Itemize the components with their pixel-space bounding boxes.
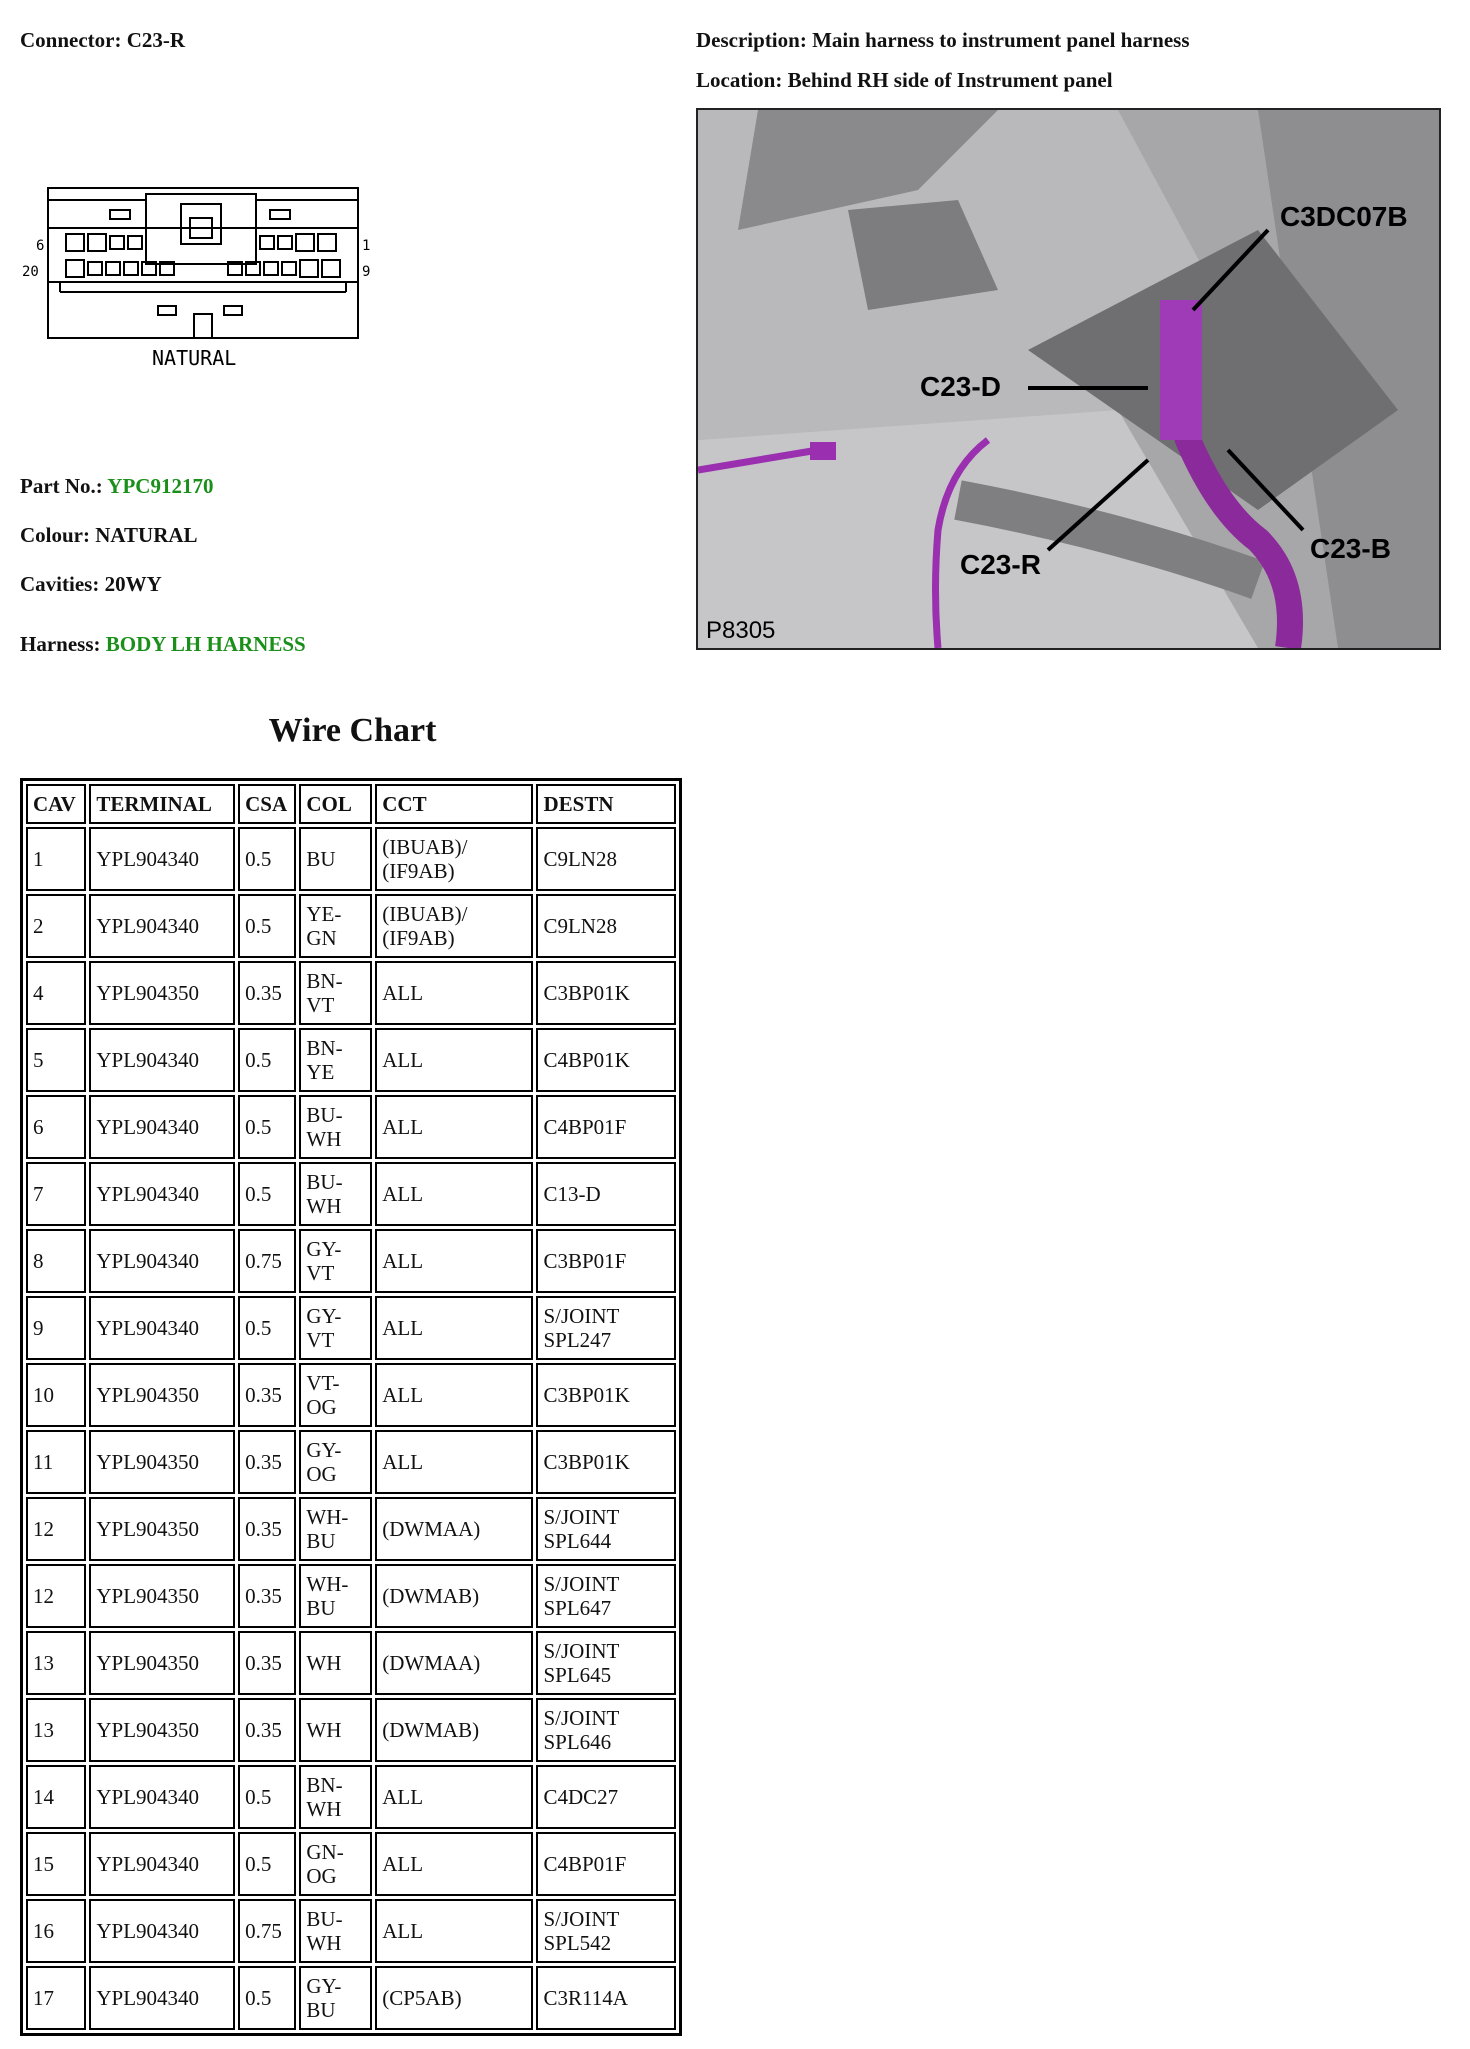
colour: [20, 523, 198, 548]
cell-destn: S/JOINT SPL644: [536, 1497, 676, 1561]
table-row: [26, 1899, 676, 1963]
pin-label-20: 20: [22, 264, 39, 280]
cell-cav: 12: [26, 1497, 86, 1561]
part-no: [20, 474, 213, 499]
cell-csa: 0.75: [238, 1229, 296, 1293]
callout-c3dc07b: C3DC07B: [1280, 201, 1408, 232]
cell-col: BN-YE: [299, 1028, 372, 1092]
cell-col: VT-OG: [299, 1363, 372, 1427]
cell-destn: S/JOINT SPL645: [536, 1631, 676, 1695]
cell-destn: C3BP01F: [536, 1229, 676, 1293]
cell-col: BU-WH: [299, 1095, 372, 1159]
cell-cav: 2: [26, 894, 86, 958]
cell-destn: C4BP01F: [536, 1095, 676, 1159]
location: [696, 68, 1113, 93]
cell-terminal: YPL904340: [89, 1028, 235, 1092]
cell-terminal: YPL904340: [89, 1765, 235, 1829]
table-row: [26, 827, 676, 891]
cell-cav: 17: [26, 1966, 86, 2030]
cell-terminal: YPL904340: [89, 827, 235, 891]
cell-cct: ALL: [375, 1832, 533, 1896]
cell-csa: 0.5: [238, 827, 296, 891]
cell-cct: ALL: [375, 1162, 533, 1226]
table-row: [26, 1966, 676, 2030]
harness: [20, 632, 306, 657]
cell-csa: 0.5: [238, 894, 296, 958]
table-row: [26, 1765, 676, 1829]
pinout-caption: NATURAL: [152, 346, 237, 370]
cell-terminal: YPL904350: [89, 1497, 235, 1561]
table-row: [26, 1497, 676, 1561]
cell-destn: C4BP01K: [536, 1028, 676, 1092]
cell-terminal: YPL904350: [89, 1564, 235, 1628]
column-header-cct: CCT: [375, 784, 533, 824]
cell-cct: ALL: [375, 1095, 533, 1159]
cell-col: GN-OG: [299, 1832, 372, 1896]
table-row: [26, 1296, 676, 1360]
connector-label: Connector:: [20, 28, 122, 52]
cell-destn: S/JOINT SPL542: [536, 1899, 676, 1963]
table-row: [26, 1095, 676, 1159]
table-row: [26, 894, 676, 958]
cell-col: BU-WH: [299, 1162, 372, 1226]
cell-terminal: YPL904350: [89, 1430, 235, 1494]
cell-cav: 1: [26, 827, 86, 891]
part-no-link[interactable]: YPC912170: [107, 474, 214, 498]
cell-csa: 0.75: [238, 1899, 296, 1963]
cell-terminal: YPL904350: [89, 1363, 235, 1427]
cell-cct: ALL: [375, 1765, 533, 1829]
column-header-csa: CSA: [238, 784, 296, 824]
cell-cct: (IBUAB)/ (IF9AB): [375, 894, 533, 958]
table-row: [26, 1631, 676, 1695]
cell-terminal: YPL904340: [89, 1899, 235, 1963]
harness-label: Harness:: [20, 632, 101, 656]
cell-csa: 0.5: [238, 1095, 296, 1159]
cell-col: WH: [299, 1698, 372, 1762]
cell-cav: 13: [26, 1698, 86, 1762]
column-header-cav: CAV: [26, 784, 86, 824]
description-label: Description:: [696, 28, 807, 52]
cell-csa: 0.35: [238, 961, 296, 1025]
connector-value: C23-R: [126, 28, 186, 52]
cavities-value: 20WY: [104, 572, 162, 596]
cell-csa: 0.35: [238, 1631, 296, 1695]
cell-col: GY-VT: [299, 1296, 372, 1360]
cell-csa: 0.35: [238, 1564, 296, 1628]
location-photo: [696, 108, 1441, 650]
cell-col: GY-BU: [299, 1966, 372, 2030]
cell-col: GY-OG: [299, 1430, 372, 1494]
cell-destn: S/JOINT SPL647: [536, 1564, 676, 1628]
wire-chart-table: [20, 778, 682, 2036]
cell-terminal: YPL904350: [89, 1631, 235, 1695]
callout-c23-r: C23-R: [960, 549, 1041, 580]
cell-cct: ALL: [375, 1028, 533, 1092]
cell-cav: 10: [26, 1363, 86, 1427]
cell-csa: 0.5: [238, 1296, 296, 1360]
cell-cav: 14: [26, 1765, 86, 1829]
connector-title: [20, 28, 185, 53]
cell-col: BN-VT: [299, 961, 372, 1025]
cell-cav: 16: [26, 1899, 86, 1963]
table-row: [26, 1832, 676, 1896]
column-header-destn: DESTN: [536, 784, 676, 824]
cell-destn: C3BP01K: [536, 1430, 676, 1494]
cell-cav: 15: [26, 1832, 86, 1896]
cell-cct: (DWMAB): [375, 1564, 533, 1628]
callout-c23-b: C23-B: [1310, 533, 1391, 564]
pin-label-1: 1: [362, 238, 371, 254]
location-label: Location:: [696, 68, 783, 92]
cell-csa: 0.5: [238, 1028, 296, 1092]
description: [696, 28, 1190, 53]
table-row: [26, 961, 676, 1025]
column-header-terminal: TERMINAL: [89, 784, 235, 824]
cell-cct: (DWMAA): [375, 1631, 533, 1695]
cell-col: BU: [299, 827, 372, 891]
cell-terminal: YPL904350: [89, 1698, 235, 1762]
connector-pinout-diagram: [16, 180, 376, 380]
location-value: Behind RH side of Instrument panel: [787, 68, 1113, 92]
cell-terminal: YPL904340: [89, 1162, 235, 1226]
cell-destn: C4DC27: [536, 1765, 676, 1829]
cell-col: BN-WH: [299, 1765, 372, 1829]
cell-cav: 6: [26, 1095, 86, 1159]
wire-chart-header: [26, 784, 676, 824]
cell-col: WH: [299, 1631, 372, 1695]
cell-terminal: YPL904340: [89, 894, 235, 958]
table-row: [26, 1229, 676, 1293]
description-value: Main harness to instrument panel harness: [812, 28, 1190, 52]
column-header-col: COL: [299, 784, 372, 824]
cell-cct: ALL: [375, 961, 533, 1025]
cell-cav: 4: [26, 961, 86, 1025]
cell-terminal: YPL904340: [89, 1229, 235, 1293]
cell-terminal: YPL904340: [89, 1966, 235, 2030]
cell-destn: C3BP01K: [536, 1363, 676, 1427]
cell-csa: 0.35: [238, 1698, 296, 1762]
table-row: [26, 1162, 676, 1226]
cell-csa: 0.35: [238, 1363, 296, 1427]
cell-cav: 13: [26, 1631, 86, 1695]
cell-cct: ALL: [375, 1899, 533, 1963]
cell-csa: 0.35: [238, 1497, 296, 1561]
cell-cct: (IBUAB)/ (IF9AB): [375, 827, 533, 891]
cell-csa: 0.5: [238, 1966, 296, 2030]
cell-csa: 0.5: [238, 1832, 296, 1896]
table-row: [26, 1430, 676, 1494]
cell-cav: 9: [26, 1296, 86, 1360]
cell-cct: ALL: [375, 1430, 533, 1494]
cavities-label: Cavities:: [20, 572, 100, 596]
cell-cct: ALL: [375, 1229, 533, 1293]
cell-destn: C4BP01F: [536, 1832, 676, 1896]
cell-destn: C13-D: [536, 1162, 676, 1226]
cell-terminal: YPL904340: [89, 1832, 235, 1896]
cell-destn: S/JOINT SPL247: [536, 1296, 676, 1360]
cell-col: WH-BU: [299, 1564, 372, 1628]
cavities: [20, 572, 162, 597]
table-row: [26, 1028, 676, 1092]
wire-chart-title: Wire Chart: [268, 712, 437, 749]
cell-cav: 12: [26, 1564, 86, 1628]
cell-cct: (DWMAA): [375, 1497, 533, 1561]
part-no-label: Part No.:: [20, 474, 103, 498]
cell-destn: S/JOINT SPL646: [536, 1698, 676, 1762]
cell-destn: C3BP01K: [536, 961, 676, 1025]
photo-ref: P8305: [706, 617, 776, 644]
table-row: [26, 1363, 676, 1427]
cell-cct: ALL: [375, 1363, 533, 1427]
cell-csa: 0.35: [238, 1430, 296, 1494]
cell-csa: 0.5: [238, 1765, 296, 1829]
cell-terminal: YPL904340: [89, 1095, 235, 1159]
pin-label-9: 9: [362, 264, 371, 280]
colour-label: Colour:: [20, 523, 90, 547]
cell-cav: 11: [26, 1430, 86, 1494]
cell-cct: ALL: [375, 1296, 533, 1360]
cell-cav: 8: [26, 1229, 86, 1293]
cell-col: YE-GN: [299, 894, 372, 958]
cell-destn: C9LN28: [536, 894, 676, 958]
table-row: [26, 1564, 676, 1628]
cell-terminal: YPL904350: [89, 961, 235, 1025]
cell-cct: (CP5AB): [375, 1966, 533, 2030]
cell-col: GY-VT: [299, 1229, 372, 1293]
cell-terminal: YPL904340: [89, 1296, 235, 1360]
cell-destn: C9LN28: [536, 827, 676, 891]
pin-label-6: 6: [36, 238, 45, 254]
cell-cav: 7: [26, 1162, 86, 1226]
table-row: [26, 1698, 676, 1762]
callout-c23-d: C23-D: [920, 371, 1001, 402]
harness-link[interactable]: BODY LH HARNESS: [105, 632, 306, 656]
cell-col: BU-WH: [299, 1899, 372, 1963]
colour-value: NATURAL: [95, 523, 198, 547]
cell-destn: C3R114A: [536, 1966, 676, 2030]
cell-cav: 5: [26, 1028, 86, 1092]
cell-cct: (DWMAB): [375, 1698, 533, 1762]
cell-col: WH-BU: [299, 1497, 372, 1561]
cell-csa: 0.5: [238, 1162, 296, 1226]
